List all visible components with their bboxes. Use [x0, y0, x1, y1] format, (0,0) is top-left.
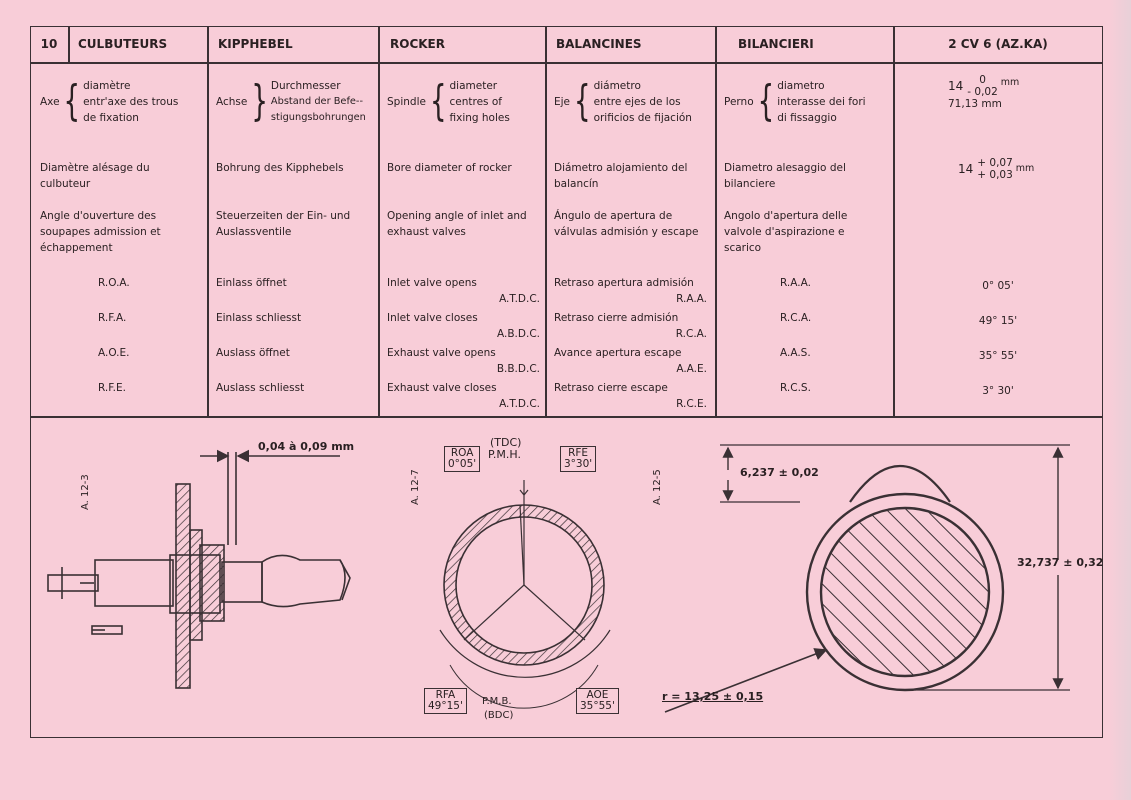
timing-de: Einlass öffnet [216, 277, 287, 289]
roa-label: ROA [450, 447, 474, 459]
bore-val-tol-upper: + 0,07 [977, 157, 1013, 169]
axe-de-line2: Abstand der Befe-- [270, 96, 364, 107]
roa-value: 0°05' [448, 458, 477, 470]
timing-en: Inlet valve closes [387, 312, 478, 324]
timing-es: Retraso apertura admisión [554, 277, 694, 289]
rocker-shaft-drawing [48, 452, 350, 688]
timing-es-abbr: R.A.A. [676, 293, 707, 305]
timing-value: 0° 05' [982, 280, 1014, 292]
col-header-it: BILANCIERI [738, 37, 814, 51]
aoe-box [576, 688, 619, 714]
page-edge [1109, 0, 1131, 800]
timing-de: Einlass schliesst [216, 312, 302, 324]
angle-es: Ángulo de apertura de válvulas admisión y escape [554, 210, 699, 238]
col-header-de: KIPPHEBEL [218, 37, 293, 51]
timing-de: Auslass öffnet [216, 347, 290, 359]
axe-es-line1: diámetro [593, 80, 641, 92]
fig2-pmh: P.M.H. [488, 448, 521, 461]
timing-es-abbr: R.C.A. [675, 328, 707, 340]
axe-es-label: Eje [554, 96, 571, 108]
bore-de: Bohrung des Kipphebels [216, 162, 344, 174]
axe-fr-line3: de fixation [83, 112, 139, 124]
timing-en-abbr: A.B.D.C. [497, 328, 540, 340]
bore-es: Diámetro alojamiento del balancín [554, 162, 688, 190]
bore-fr: Diamètre alésage du culbuteur [40, 162, 150, 190]
bore-cross-section [665, 445, 1070, 712]
timing-fr: R.F.A. [98, 312, 127, 324]
timing-en-abbr: B.B.D.C. [496, 363, 540, 375]
axe-val-tol-lower: - 0,02 [967, 86, 998, 98]
axe-de-line3: stigungsbohrungen [270, 112, 366, 123]
fig2-tdc: (TDC) [490, 436, 522, 449]
axe-de-label: Achse [216, 96, 248, 108]
fig3-dim-height: 32,737 ± 0,32 [1017, 556, 1104, 569]
col-header-model: 2 CV 6 (AZ.KA) [948, 37, 1048, 51]
fig3-dim-top: 6,237 ± 0,02 [740, 466, 819, 479]
brace-glyph: { [63, 78, 81, 126]
fig1-dim: 0,04 à 0,09 mm [258, 440, 355, 453]
axe-en-label: Spindle [387, 96, 426, 108]
timing-en: Exhaust valve opens [387, 347, 496, 359]
axe-es-line3: orificios de fijación [593, 112, 692, 124]
timing-es: Retraso cierre escape [554, 382, 668, 394]
rfa-value: 49°15' [428, 700, 463, 712]
timing-it: A.A.S. [780, 347, 811, 359]
bore-val-unit: mm [1015, 163, 1035, 174]
col-header-fr: CULBUTEURS [78, 37, 168, 51]
timing-en: Exhaust valve closes [387, 382, 497, 394]
timing-en: Inlet valve opens [387, 277, 477, 289]
axe-it-line2: interasse dei fori [777, 96, 866, 108]
fig1-ref: A. 12-3 [80, 474, 91, 510]
timing-it: R.A.A. [780, 277, 811, 289]
rfa-box [424, 688, 467, 714]
angle-en: Opening angle of inlet and exhaust valves [387, 210, 527, 238]
axe-fr-line1: diamètre [83, 80, 131, 92]
axe-en-line1: diameter [449, 80, 498, 92]
axe-es-line2: entre ejes de los [593, 96, 681, 108]
timing-fr: R.F.E. [98, 382, 126, 394]
timing-value: 35° 55' [978, 350, 1018, 362]
bore-val-tol-lower: + 0,03 [977, 169, 1013, 181]
axe-val-unit: mm [1000, 77, 1020, 88]
valve-timing-diagram [440, 480, 610, 708]
aoe-value: 35°55' [580, 700, 615, 712]
axe-it-label: Perno [724, 96, 754, 108]
axe-de-line1: Durchmesser [270, 80, 341, 92]
rfe-label: RFE [568, 447, 589, 459]
timing-fr: R.O.A. [98, 277, 130, 289]
rfe-box [560, 446, 596, 472]
rfa-label: RFA [435, 689, 456, 701]
brace-glyph: { [574, 78, 591, 126]
bore-val-base: 14 [958, 162, 974, 176]
axe-it-line1: diametro [777, 80, 825, 92]
angle-de: Steuerzeiten der Ein- und Auslassventile [216, 210, 351, 238]
angle-fr: Angle d'ouverture des soupapes admission et échappement [40, 210, 161, 254]
bore-it: Diametro alesaggio del bilanciere [724, 162, 846, 190]
axe-fr-label: Axe [40, 96, 60, 108]
page-number: 10 [40, 37, 58, 51]
timing-de: Auslass schliesst [216, 382, 305, 394]
axe-val-base: 14 [948, 79, 964, 93]
axe-fr-line2: entr'axe des trous [83, 96, 179, 108]
timing-es: Retraso cierre admisión [554, 312, 679, 324]
axe-val-tol-upper: 0 [979, 74, 986, 86]
axe-en-line2: centres of [449, 96, 502, 108]
timing-es: Avance apertura escape [554, 347, 682, 359]
timing-fr: A.O.E. [98, 347, 130, 359]
angle-it: Angolo d'apertura delle valvole d'aspirazione e scarico [724, 210, 848, 254]
roa-box [444, 446, 480, 472]
timing-value: 3° 30' [982, 385, 1014, 397]
brace-glyph: { [429, 78, 447, 126]
axe-it-line3: di fissaggio [777, 112, 837, 124]
aoe-label: AOE [586, 689, 609, 701]
fig2-ref: A. 12-7 [410, 469, 421, 505]
timing-it: R.C.S. [780, 382, 811, 394]
fig2-bdc: (BDC) [484, 710, 514, 721]
fig3-ref: A. 12-5 [652, 469, 663, 505]
timing-en-abbr: A.T.D.C. [499, 293, 540, 305]
timing-es-abbr: R.C.E. [676, 398, 707, 410]
bore-en: Bore diameter of rocker [387, 162, 512, 174]
fig2-pmb: P.M.B. [482, 696, 512, 707]
axe-val-centres: 71,13 mm [948, 98, 1002, 110]
timing-it: R.C.A. [780, 312, 812, 324]
rfe-value: 3°30' [564, 458, 593, 470]
axe-en-line3: fixing holes [449, 112, 510, 124]
timing-value: 49° 15' [978, 315, 1018, 327]
fig3-dim-radius: r = 13,25 ± 0,15 [662, 690, 764, 703]
timing-es-abbr: A.A.E. [676, 363, 707, 375]
timing-en-abbr: A.T.D.C. [499, 398, 540, 410]
col-header-es: BALANCINES [556, 37, 642, 51]
brace-glyph: { [757, 78, 775, 126]
col-header-en: ROCKER [390, 37, 445, 51]
brace-glyph: } [251, 78, 268, 126]
